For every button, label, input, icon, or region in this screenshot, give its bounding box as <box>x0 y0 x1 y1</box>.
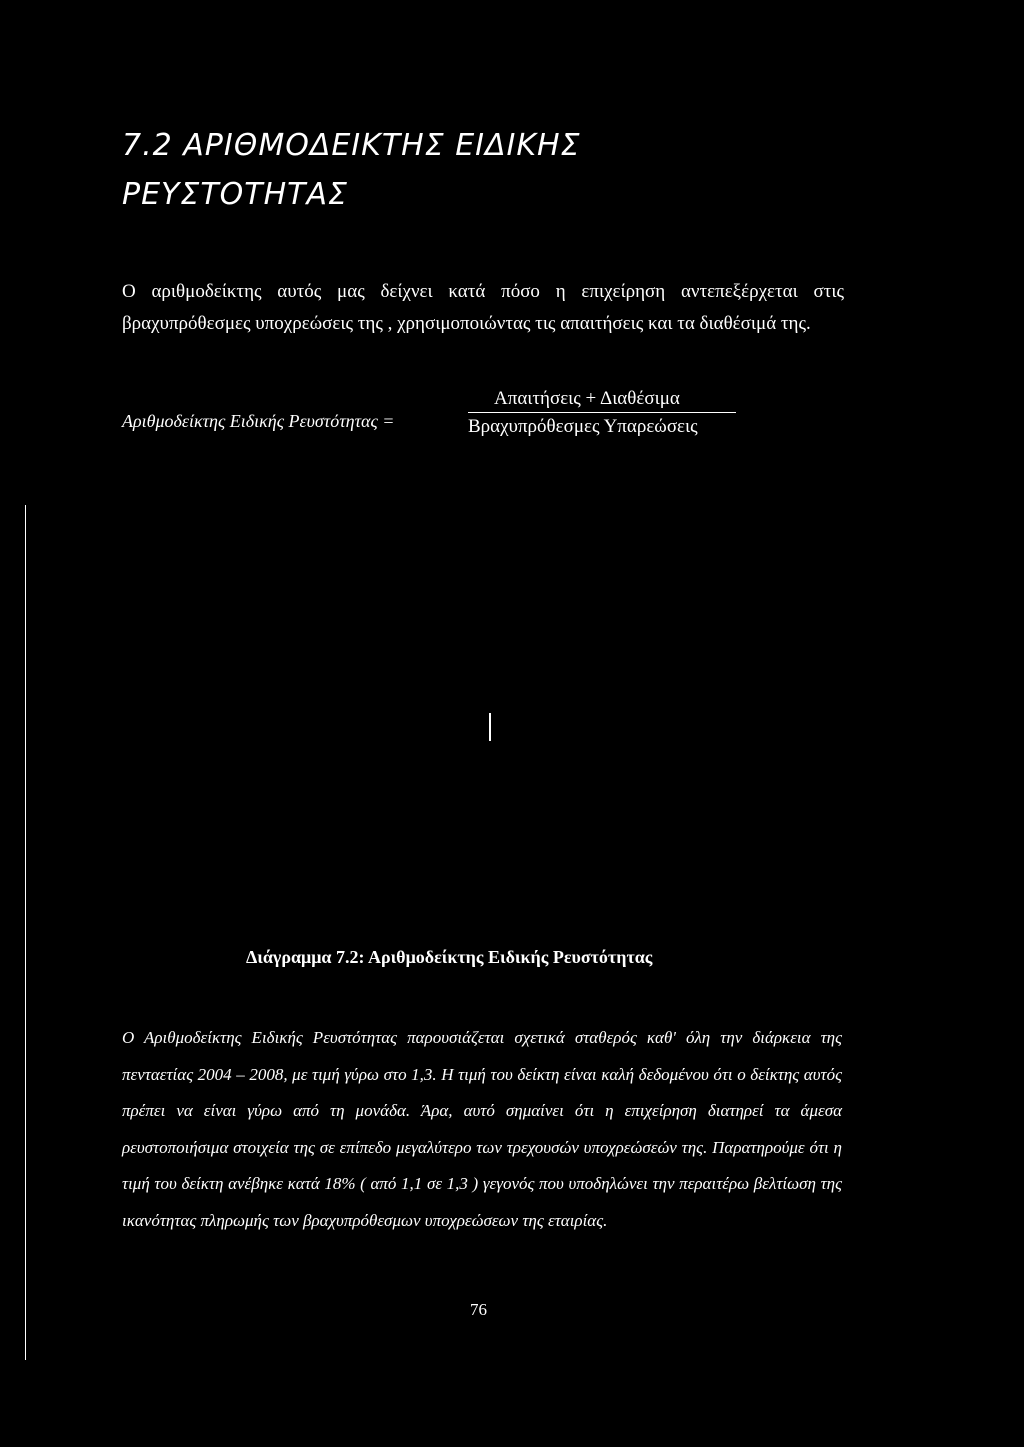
section-heading-line-2: ΡΕΥΣΤΟΤΗΤΑΣ <box>122 177 348 212</box>
analysis-paragraph: Ο Αριθμοδείκτης Ειδικής Ρευστότητας παρουσιάζεται σχετικά σταθερός καθ' όλη την διάρκεια της πενταετίας 2004 – 2008, με τιμή γύρω στο 1,3. Η τιμή του δείκτη είναι καλή δεδομένου ότι ο δείκτης αυτός πρέπει να είναι γύρω από τη μονάδα. Άρα, αυτό σημαίνει ότι η επιχείρηση διατηρεί τα άμεσα ρευστοποιήσιμα στοιχεία της σε επίπεδο μεγαλύτερο των τρεχουσών υποχρεώσεών της. Παρατηρούμε ότι η τιμή του δείκτη ανέβηκε κατά 18% ( από 1,1 σε 1,3 ) γεγονός που υποδηλώνει την περαιτέρω βελτίωση της ικανότητας πληρωμής των βραχυπρόθεσμων υποχρεώσεων της εταιρίας. <box>122 1028 842 1230</box>
chart-remnant-mark <box>489 713 491 741</box>
left-margin-rule <box>25 505 26 1360</box>
formula-fraction <box>468 386 738 439</box>
formula-label: Αριθμοδείκτης Ειδικής Ρευστότητας = <box>122 411 395 431</box>
chart-placeholder-area <box>28 500 748 940</box>
formula-denominator: Βραχυπρόθεσμες Υπαρεώσεις <box>468 416 698 437</box>
page-number: 76 <box>470 1300 487 1319</box>
figure-caption: Διάγραμμα 7.2: Αριθμοδείκτης Ειδικής Ρευστότητας <box>246 947 653 967</box>
intro-paragraph: Ο αριθμοδείκτης αυτός μας δείχνει κατά πόσο η επιχείρηση αντεπεξέρχεται στις βραχυπρόθεσμες υποχρεώσεις της , χρησιμοποιώντας τις απαιτήσεις και τα διαθέσιμά της. <box>122 281 844 334</box>
formula-numerator: Απαιτήσεις + Διαθέσιμα <box>494 388 680 409</box>
section-heading-line-1: 7.2 ΑΡΙΘΜΟΔΕΙΚΤΗΣ ΕΙΔΙΚΗΣ <box>122 128 581 163</box>
